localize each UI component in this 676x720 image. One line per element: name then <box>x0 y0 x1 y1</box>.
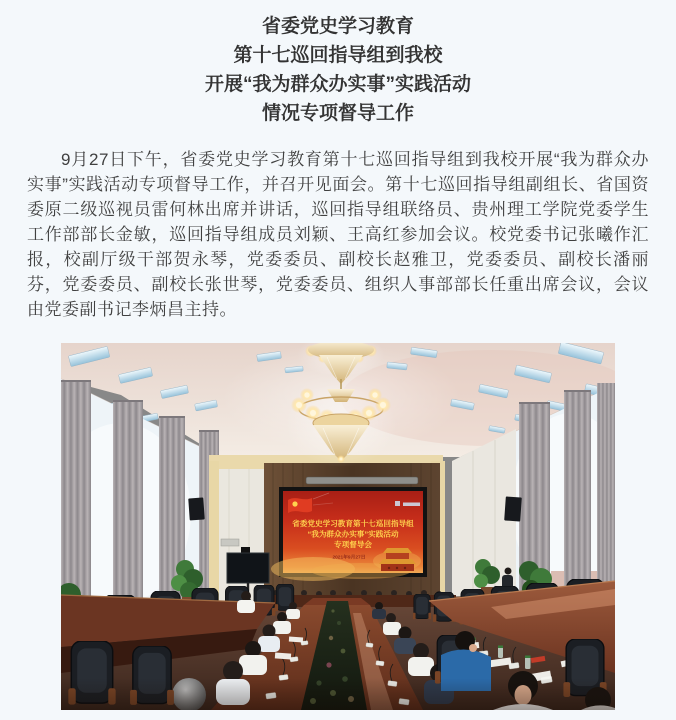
title-line-2: 第十七巡回指导组到我校 <box>233 45 443 66</box>
screen-date: 2021年9月27日 <box>332 555 366 561</box>
led-screen <box>271 487 427 581</box>
screen-title-line1: 省委党史学习教育第十七巡回指导组 <box>292 519 414 528</box>
wall-speaker-right <box>504 496 522 521</box>
title-line-1: 省委党史学习教育 <box>261 16 414 37</box>
chandelier-main <box>285 379 397 467</box>
title-line-4: 情况专项督导工作 <box>261 103 414 124</box>
screen-title-line2: “我为群众办实事”实践活动 <box>307 529 399 539</box>
title-line-3: 开展“我为群众办实事”实践活动 <box>204 74 471 95</box>
ac-vent <box>221 539 239 546</box>
projector-screen-housing <box>306 477 418 484</box>
article-title <box>0 0 676 128</box>
meeting-photo <box>61 343 615 710</box>
wall-speaker-left <box>188 497 204 520</box>
bottom-shadow <box>61 678 615 710</box>
screen-title-line3: 专项督导会 <box>334 540 372 549</box>
article-paragraph: 9月27日下午，省委党史学习教育第十七巡回指导组到我校开展“我为群众办实事”实践活动专项督导工作，并召开见面会。第十七巡回指导组副组长、省国资委原二级巡视员雷何林出席并讲话，巡回指导组联络员、贵州理工学院党委学生工作部部长金敏，巡回指导组成员刘颖、王高红参加会议。校党委书记张曦作汇报，校副厅级干部贺永琴，党委委员、副校长赵雅卫，党委委员、副校长潘丽芬，党委委员、副校长张世琴，党委委员、组织人事部部长任重出席会议，会议由党委副书记李炳昌主持。 <box>27 150 649 319</box>
